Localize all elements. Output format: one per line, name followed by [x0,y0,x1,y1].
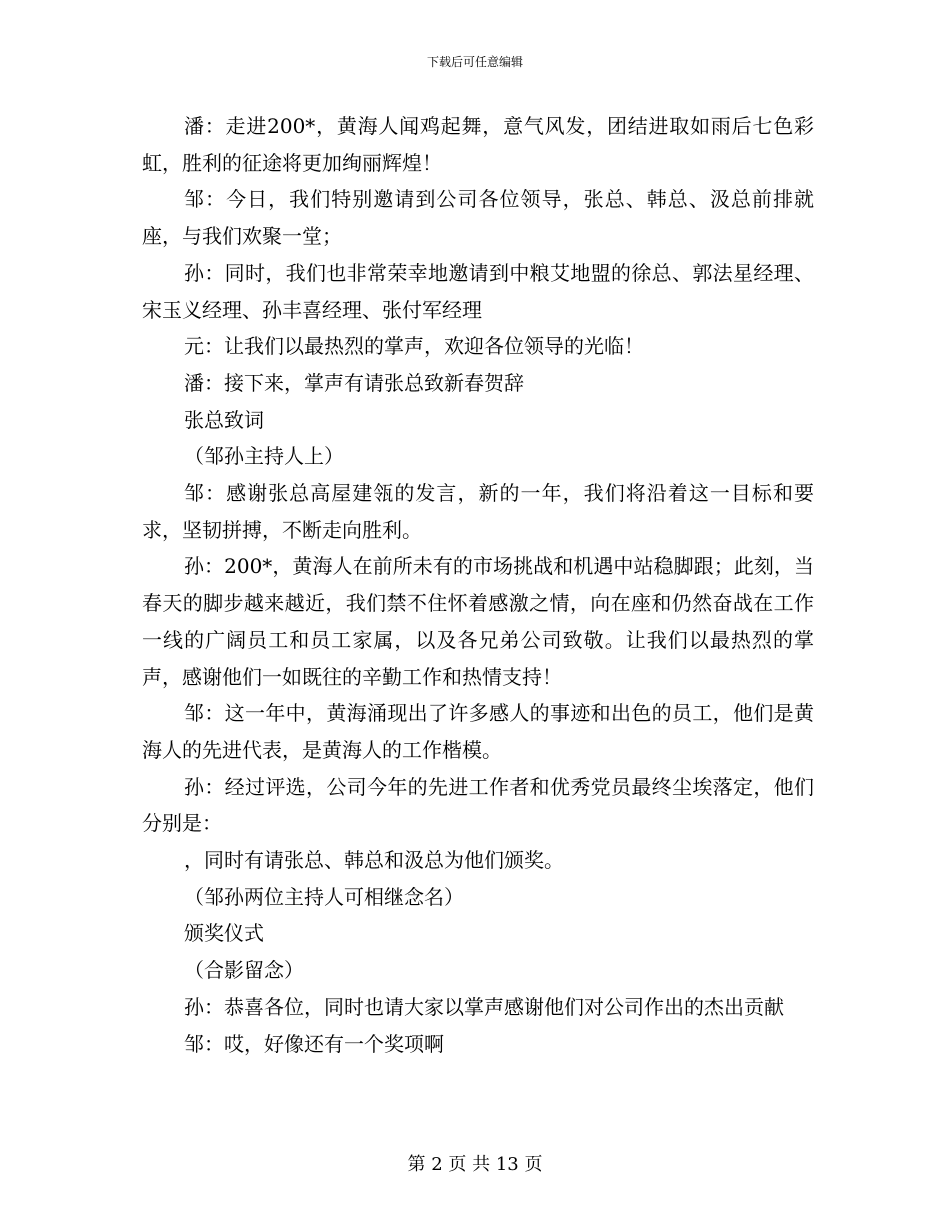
page-header: 下载后可任意编辑 [426,55,523,69]
paragraph: 孙：同时，我们也非常荣幸地邀请到中粮艾地盟的徐总、郭法星经理、宋玉义经理、孙丰喜经理、张付军经理 [142,260,814,322]
paragraph: 潘：接下来，掌声有请张总致新春贺辞 [184,370,524,395]
paragraph: （合影留念） [184,958,304,983]
paragraph: 邹：哎，好像还有一个奖项啊 [184,1031,444,1056]
paragraph: 邹：感谢张总高屋建瓴的发言，新的一年，我们将沿着这一目标和要求，坚韧拼搏，不断走向胜利。 [142,481,814,542]
paragraph: 孙：200*，黄海人在前所未有的市场挑战和机遇中站稳脚跟；此刻，当春天的脚步越来越近，我们禁不住怀着感激之情，向在座和仍然奋战在工作一线的广阔员工和员工家属，以及各兄弟公司致敬。让我们以最热烈的掌声，感谢他们一如既往的辛勤工作和热情支持！ [142,554,814,689]
paragraph: （邹孙主持人上） [184,444,344,469]
paragraph: 元：让我们以最热烈的掌声，欢迎各位领导的光临！ [184,334,644,359]
paragraph: 潘：走进200*，黄海人闻鸡起舞，意气风发，团结进取如雨后七色彩虹，胜利的征途将更加绚丽辉煌！ [142,114,814,175]
page-number-footer: 第 2 页 共 13 页 [407,1154,543,1175]
document-body [142,108,814,1062]
paragraph: 张总致词 [184,407,264,432]
paragraph: （邹孙两位主持人可相继念名） [184,884,464,909]
paragraph: 邹：这一年中，黄海涌现出了许多感人的事迹和出色的员工，他们是黄海人的先进代表，是黄海人的工作楷模。 [142,701,814,762]
paragraph: ，同时有请张总、韩总和汲总为他们颁奖。 [184,848,564,873]
paragraph: 孙：恭喜各位，同时也请大家以掌声感谢他们对公司作出的杰出贡献 [184,994,784,1019]
paragraph: 邹：今日，我们特别邀请到公司各位领导，张总、韩总、汲总前排就座，与我们欢聚一堂； [142,187,814,249]
paragraph: 孙：经过评选，公司今年的先进工作者和优秀党员最终尘埃落定，他们分别是： [142,774,814,836]
paragraph: 颁奖仪式 [184,921,264,946]
